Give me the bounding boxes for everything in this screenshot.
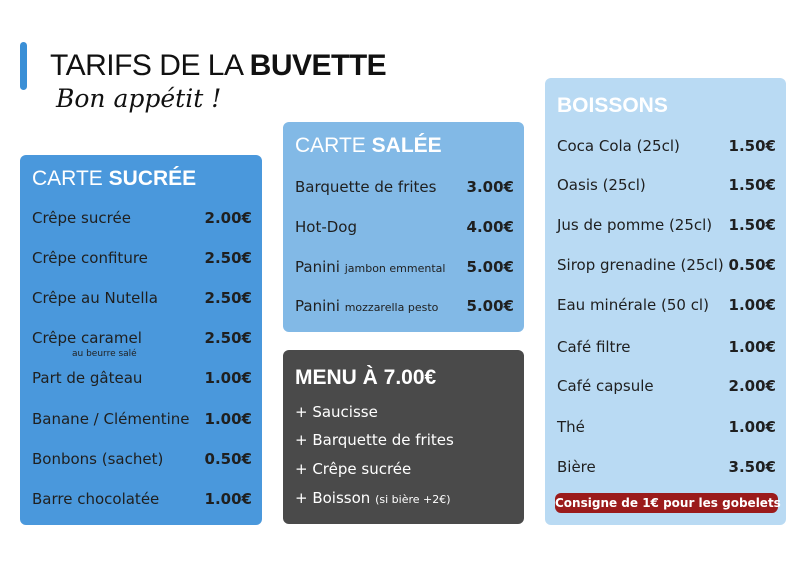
- menu-line: + Boisson (si bière +2€): [295, 489, 451, 507]
- menu-item: Barre chocolatée 1.00€: [32, 490, 252, 508]
- menu-line: + Saucisse: [295, 403, 378, 421]
- drink-item: Thé 1.00€: [557, 418, 776, 436]
- menu-formule-title: MENU À 7.00€: [295, 366, 437, 389]
- drink-item: Coca Cola (25cl) 1.50€: [557, 137, 776, 155]
- menu-item: Crêpe au Nutella 2.50€: [32, 289, 252, 307]
- page-title: TARIFS DE LA BUVETTE: [50, 49, 387, 82]
- title-accent-bar: [20, 42, 27, 90]
- drink-item: Sirop grenadine (25cl) 0.50€: [557, 256, 776, 274]
- drink-item: Café filtre 1.00€: [557, 338, 776, 356]
- boissons-card: [545, 78, 786, 525]
- page-subtitle: Bon appétit !: [56, 84, 222, 113]
- menu-item: Barquette de frites 3.00€: [295, 178, 514, 196]
- menu-item: Part de gâteau 1.00€: [32, 369, 252, 387]
- menu-item: Banane / Clémentine 1.00€: [32, 410, 252, 428]
- deposit-notice-badge: Consigne de 1€ pour les gobelets: [555, 493, 778, 513]
- drink-item: Oasis (25cl) 1.50€: [557, 176, 776, 194]
- carte-salee-title: CARTE SALÉE: [295, 134, 442, 157]
- menu-line: + Crêpe sucrée: [295, 460, 412, 478]
- menu-item: Panini jambon emmental 5.00€: [295, 258, 514, 276]
- menu-line: + Barquette de frites: [295, 431, 454, 449]
- boissons-title: BOISSONS: [557, 94, 668, 117]
- carte-sucree-title: CARTE SUCRÉE: [32, 167, 197, 190]
- menu-item: Bonbons (sachet) 0.50€: [32, 450, 252, 468]
- carte-salee-card: [283, 122, 524, 332]
- menu-item: Crêpe caramel au beurre salé 2.50€: [32, 329, 252, 359]
- menu-item: Crêpe confiture 2.50€: [32, 249, 252, 267]
- menu-item: Crêpe sucrée 2.00€: [32, 209, 252, 227]
- menu-item: Panini mozzarella pesto 5.00€: [295, 297, 514, 315]
- drink-item: Eau minérale (50 cl) 1.00€: [557, 296, 776, 314]
- drink-item: Café capsule 2.00€: [557, 377, 776, 395]
- drink-item: Bière 3.50€: [557, 458, 776, 476]
- drink-item: Jus de pomme (25cl) 1.50€: [557, 216, 776, 234]
- menu-formule-card: [283, 350, 524, 524]
- carte-sucree-card: [20, 155, 262, 525]
- menu-item: Hot-Dog 4.00€: [295, 218, 514, 236]
